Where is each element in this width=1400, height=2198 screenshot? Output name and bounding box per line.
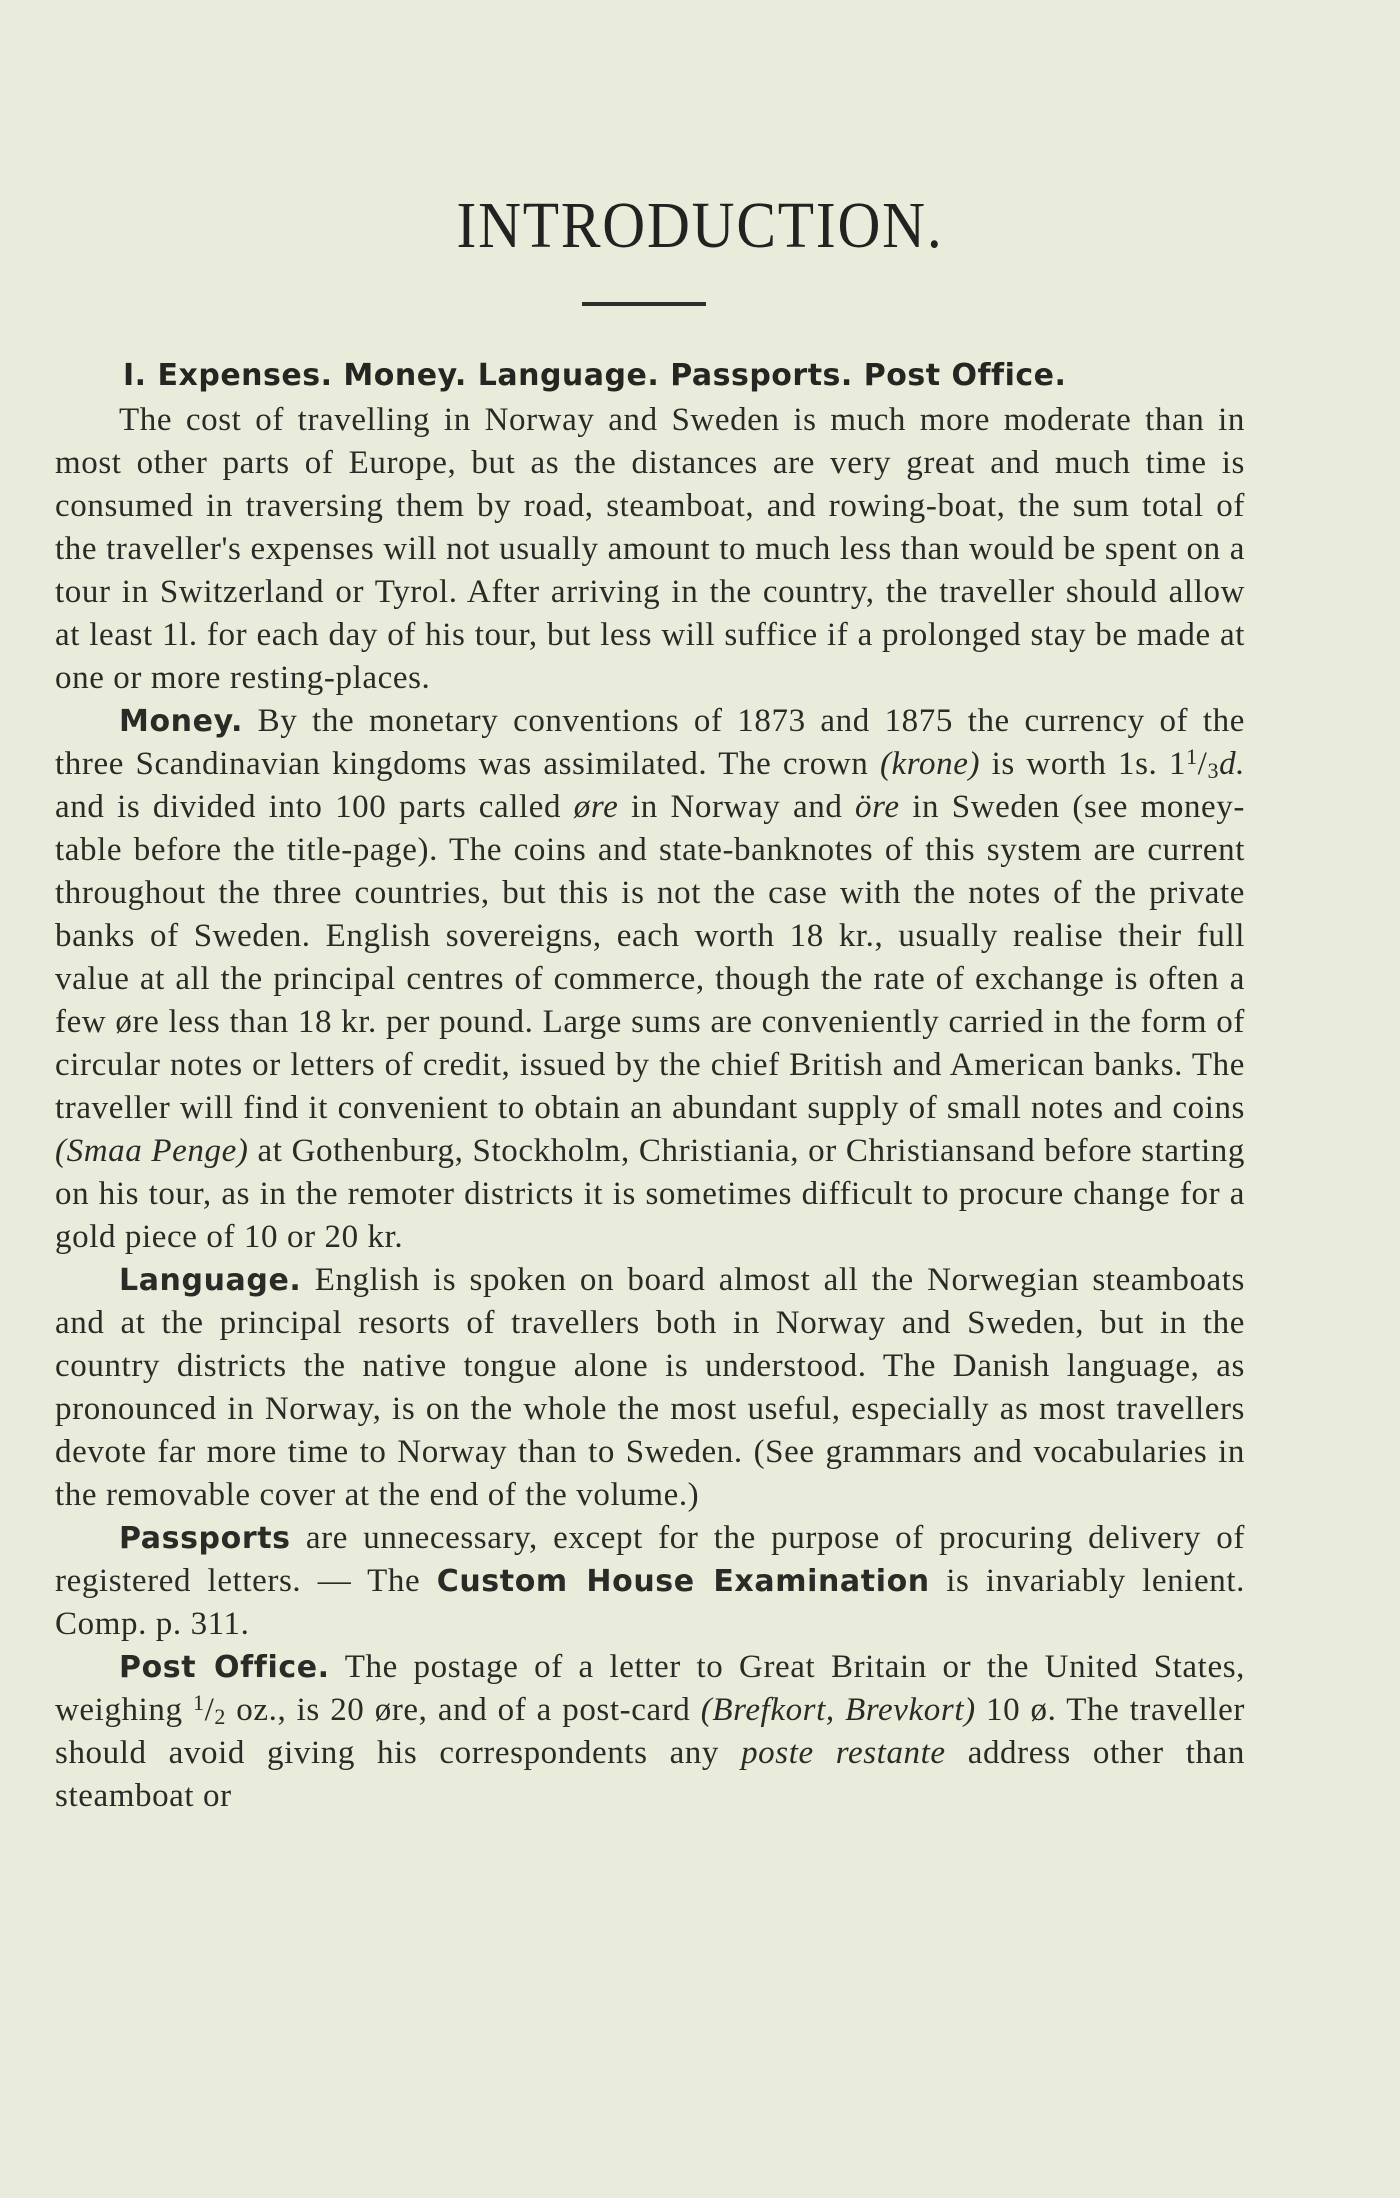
post-half-num: 1 [192, 1690, 205, 1715]
section-heading: I. Expenses. Money. Language. Passports. Post Office. [123, 358, 1067, 393]
post-half-den: 2 [214, 1704, 226, 1729]
money-lead: Money. [119, 704, 243, 739]
passports-text-1: are unnecessary, except for the purpose of procuring delivery of registered letters. — The [55, 1520, 1245, 1599]
post-lead: Post Office. [119, 1650, 330, 1685]
language-text: English is spoken on board almost all the Norwegian steamboats and at the principal resorts of travellers both in Norway and Sweden, but in the country districts the native tongue alone is understood. The Danish language, as pronounced in Norway, is on the whole the most useful, especially as most travellers devote far more time to Norway than to Sweden. (See grammars and vocabularies in the removable cover at the end of the volume.) [55, 1262, 1245, 1513]
post-brefkort: (Brefkort, Brevkort) [700, 1692, 976, 1728]
title-rule-divider [582, 302, 706, 306]
money-smaa-penge: (Smaa Penge) [55, 1133, 249, 1169]
money-text-2: is worth 1s. 1 [980, 746, 1187, 782]
money-frac-sep: / [1197, 746, 1208, 782]
post-text-3: 10 ø. The traveller should avoid giving his correspondents any [55, 1692, 1245, 1771]
paragraph-post-office [55, 1646, 1245, 1818]
post-text-4: address other than steamboat or [55, 1735, 1245, 1814]
money-ore-sweden: öre [855, 789, 900, 825]
page-title: INTRODUCTION. [456, 189, 944, 262]
post-half-sep: / [204, 1692, 215, 1728]
passports-lead: Passports [119, 1521, 291, 1556]
money-text-1: By the monetary conventions of 1873 and 1875 the currency of the three Scandinavian kingdoms was assimilated. The crown [55, 703, 1245, 782]
money-krone: (krone) [879, 746, 981, 782]
section-expenses [55, 358, 1245, 1818]
money-frac-num: 1 [1186, 744, 1198, 769]
money-text-6: at Gothenburg, Stockholm, Christiania, or Christiansand before starting on his tour, as in the remoter districts it is sometimes difficult to procure change for a gold piece of 10 or 20 kr. [55, 1133, 1245, 1255]
money-text-5: in Sweden (see money-table before the title-page). The coins and state-banknotes of this system are current throughout the three countries, but this is not the case with the notes of the private banks of Sweden. English sovereigns, each worth 18 kr., usually realise their full value at all the principal centres of commerce, though the rate of exchange is often a few øre less than 18 kr. per pound. Large sums are conveniently carried in the form of circular notes or letters of credit, issued by the chief British and American banks. The traveller will find it convenient to obtain an abundant supply of small notes and coins [55, 789, 1245, 1126]
money-text-4: in Norway and [618, 789, 856, 825]
post-poste-restante: poste restante [741, 1735, 946, 1771]
post-text-1: The postage of a letter to Great Britain or the United States, weighing [55, 1649, 1245, 1728]
money-frac-den: 3 [1207, 758, 1220, 783]
paragraph-passports [55, 1517, 1245, 1646]
money-text-3: and is divided into 100 parts called [55, 789, 574, 825]
language-lead: Language. [119, 1263, 302, 1298]
passports-text-2: is invariably lenient. Comp. p. 311. [55, 1563, 1245, 1642]
money-frac-unit: d. [1219, 746, 1246, 782]
post-text-2: oz., is 20 øre, and of a post-card [225, 1692, 701, 1728]
paragraph-expenses: The cost of travelling in Norway and Sweden is much more moderate than in most other parts of Europe, but as the distances are very great and much time is consumed in traversing them by road, steamboat, and rowing-boat, the sum total of the traveller's expenses will not usually amount to much less than would be spent on a tour in Switzerland or Tyrol. After arriving in the country, the traveller should allow at least 1l. for each day of his tour, but less will suffice if a prolonged stay be made at one or more resting-places. [55, 402, 1245, 696]
paragraph-language [55, 1259, 1245, 1517]
paragraph-money [55, 700, 1245, 1259]
money-ore-norway: øre [573, 789, 619, 825]
customs-examination: Custom House Examination [436, 1564, 930, 1599]
